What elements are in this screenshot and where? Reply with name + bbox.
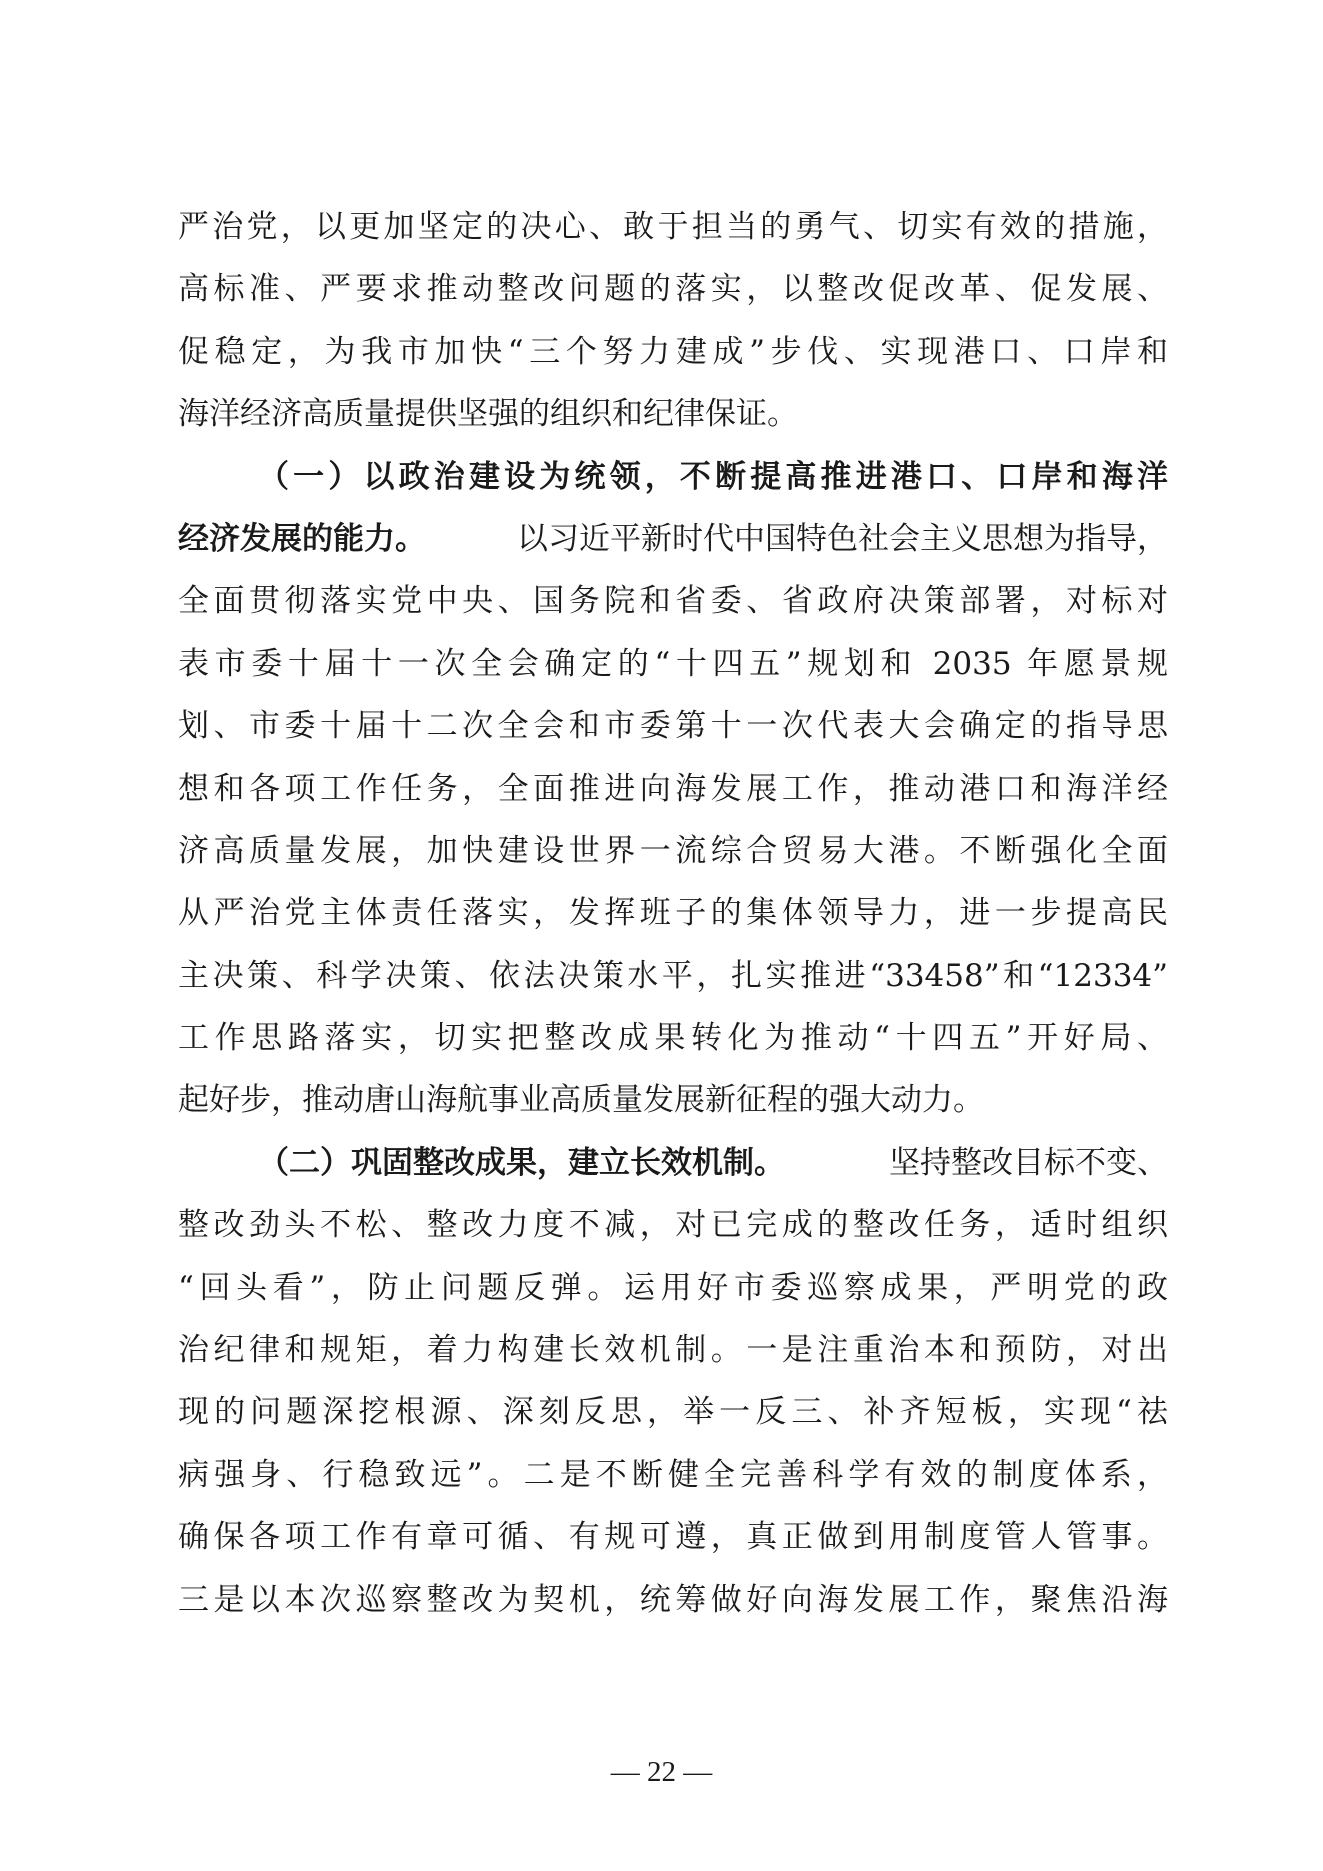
body-line: “回头看”，防止问题反弹。运用好市委巡察成果，严明党的政 — [178, 1269, 1168, 1306]
section-heading-2: （二）巩固整改成果，建立长效机制。 — [258, 1144, 785, 1181]
body-line: 工作思路落实，切实把整改成果转化为推动“十四五”开好局、 — [178, 1020, 1168, 1057]
body-line: 整改劲头不松、整改力度不减，对已完成的整改任务，适时组织 — [178, 1207, 1168, 1244]
body-line: 划、市委十届十二次全会和市委第十一次代表大会确定的指导思 — [178, 708, 1168, 745]
body-text: 以习近平新时代中国特色社会主义思想为指导， — [517, 520, 1168, 557]
body-line: 严治党，以更加坚定的决心、敢于担当的勇气、切实有效的措施， — [178, 209, 1168, 245]
body-line: 高标准、严要求推动整改问题的落实，以整改促改革、促发展、 — [178, 271, 1168, 308]
document-body — [178, 196, 1168, 1631]
body-line: 起好步，推动唐山海航事业高质量发展新征程的强大动力。 — [178, 1082, 984, 1119]
body-line: 济高质量发展，加快建设世界一流综合贸易大港。不断强化全面 — [178, 832, 1168, 869]
body-line: 海洋经济高质量提供坚强的组织和纪律保证。 — [178, 396, 798, 433]
body-line: 表市委十届十一次全会确定的“十四五”规划和 2035 年愿景规 — [178, 645, 1168, 682]
body-line: 确保各项工作有章可循、有规可遵，真正做到用制度管人管事。 — [178, 1519, 1168, 1556]
body-text: 坚持整改目标不变、 — [889, 1144, 1168, 1181]
body-line: 主决策、科学决策、依法决策水平，扎实推进“33458”和“12334” — [178, 957, 1168, 994]
page-number: — 22 — — [610, 1756, 713, 1788]
section-heading-1-end: 经济发展的能力。 — [178, 520, 426, 557]
section-heading-1: （一）以政治建设为统领，不断提高推进港口、口岸和海洋 — [258, 458, 1168, 495]
body-line: 现的问题深挖根源、深刻反思，举一反三、补齐短板，实现“祛 — [178, 1394, 1168, 1431]
body-line-mixed — [178, 1132, 1168, 1194]
body-line: 想和各项工作任务，全面推进向海发展工作，推动港口和海洋经 — [178, 770, 1168, 807]
body-line: 三是以本次巡察整改为契机，统筹做好向海发展工作，聚焦沿海 — [178, 1581, 1168, 1618]
body-line: 从严治党主体责任落实，发挥班子的集体领导力，进一步提高民 — [178, 895, 1168, 932]
body-line: 全面贯彻落实党中央、国务院和省委、省政府决策部署，对标对 — [178, 583, 1168, 620]
body-line: 治纪律和规矩，着力构建长效机制。一是注重治本和预防，对出 — [178, 1332, 1168, 1369]
body-line: 促稳定，为我市加快“三个努力建成”步伐、实现港口、口岸和 — [178, 333, 1168, 370]
body-line-mixed — [178, 508, 1168, 570]
body-line: 病强身、行稳致远”。二是不断健全完善科学有效的制度体系， — [178, 1456, 1168, 1493]
